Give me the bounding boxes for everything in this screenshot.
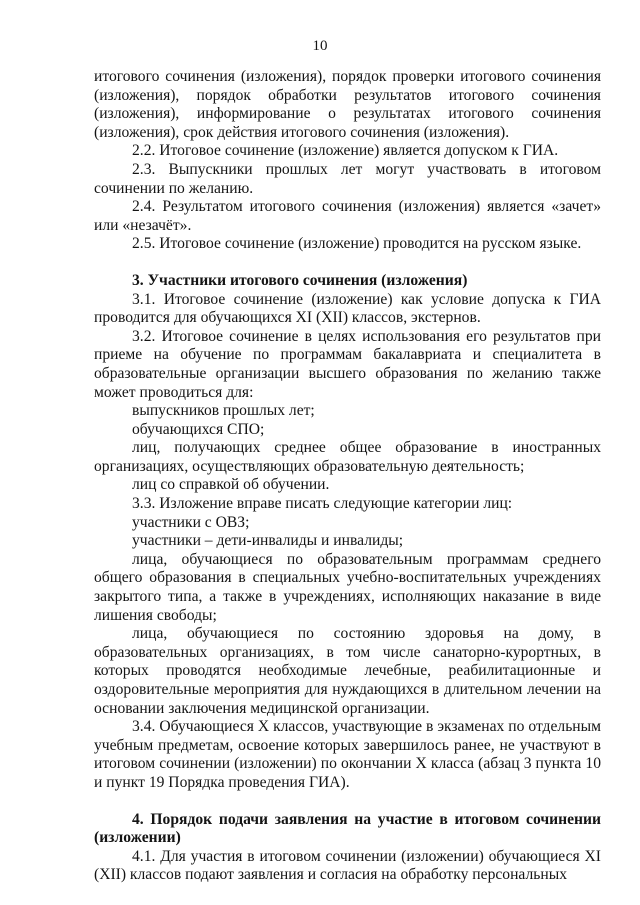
paragraph: 2.2. Итоговое сочинение (изложение) является допуском к ГИА. [132, 142, 559, 160]
paragraph: 3.3. Изложение вправе писать следующие категории лиц: [132, 495, 513, 513]
paragraph: 3.4. Обучающиеся X классов, участвующие в экзаменах по отдельным учебным предметам, освоение которых завершилось ранее, не участвуют в итоговом сочинении (изложении) по окончании X класса (абзац 3 пункта 10 и пункт 19 Порядка проведения ГИА). [94, 718, 601, 791]
section-heading: 4. Порядок подачи заявления на участие в итоговом сочинении (изложении) [94, 810, 601, 847]
paragraph: лиц со справкой об обучении. [132, 476, 330, 494]
paragraph: участники с ОВЗ; [132, 513, 250, 531]
paragraph: итогового сочинения (изложения), порядок проверки итогового сочинения (изложения), порядок обработки результатов итогового сочинения (изложения), информирование о результатах итогового сочинения (изложения), срок действия итогового сочинения (изложения). [94, 68, 601, 141]
section-heading: 3. Участники итогового сочинения (изложения) [132, 271, 468, 289]
paragraph-spacer [94, 254, 601, 272]
document-body [94, 68, 601, 885]
paragraph: 4.1. Для участия в итоговом сочинении (изложении) обучающиеся XI (XII) классов подают заявления и согласия на обработку персональных [94, 847, 601, 884]
paragraph: 2.3. Выпускники прошлых лет могут участвовать в итоговом сочинении по желанию. [94, 160, 601, 197]
paragraph: 2.4. Результатом итогового сочинения (изложения) является «зачет» или «незачёт». [94, 198, 601, 234]
paragraph: 3.1. Итоговое сочинение (изложение) как условие допуска к ГИА проводится для обучающихся XI (XII) классов, экстернов. [94, 290, 601, 327]
page-number: 10 [312, 38, 328, 54]
paragraph: лица, обучающиеся по состоянию здоровья на дому, в образовательных организациях, в том числе санаторно-курортных, в которых проводятся необходимые лечебные, реабилитационные и оздоровительные мероприятия для нуждающихся в длительном лечении на основании заключения медицинской организации. [94, 625, 601, 717]
paragraph: 3.2. Итоговое сочинение в целях использования его результатов при приеме на обучение по программам бакалавриата и специалитета в образовательные организации высшего образования по желанию также может проводиться для: [94, 327, 601, 401]
paragraph-spacer [94, 793, 601, 811]
paragraph: выпускников прошлых лет; [132, 402, 315, 420]
paragraph: участники – дети-инвалиды и инвалиды; [132, 532, 404, 550]
paragraph: лица, обучающиеся по образовательным программам среднего общего образования в специальных учебно-воспитательных учреждениях закрытого типа, а также в учреждениях, исполняющих наказание в виде лишения свободы; [94, 550, 601, 624]
paragraph: лиц, получающих среднее общее образование в иностранных организациях, осуществляющих образовательную деятельность; [94, 439, 601, 475]
paragraph: 2.5. Итоговое сочинение (изложение) проводится на русском языке. [132, 235, 582, 253]
paragraph: обучающихся СПО; [132, 420, 265, 438]
